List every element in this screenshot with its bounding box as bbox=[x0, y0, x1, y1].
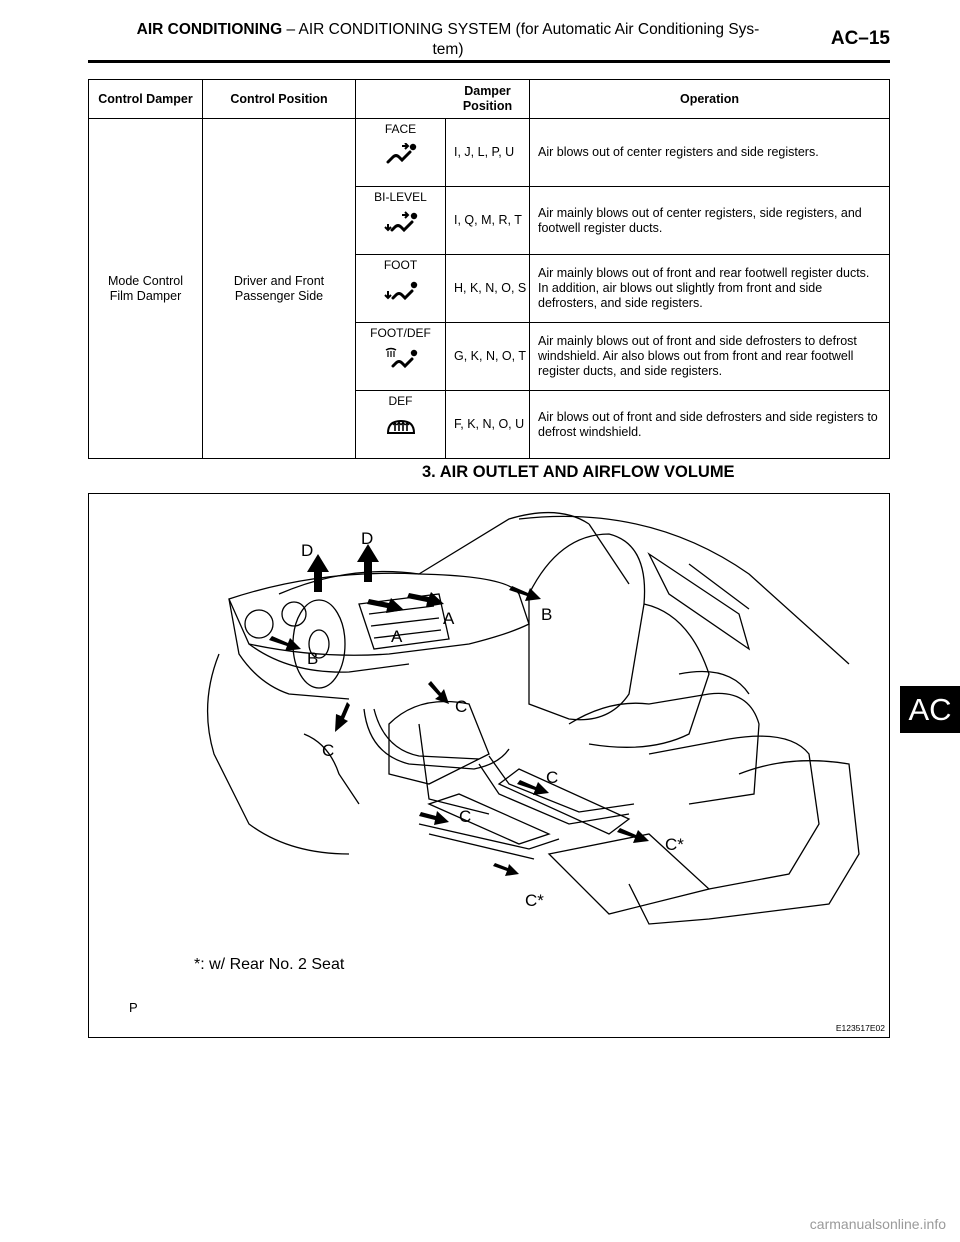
damper-mode-cell bbox=[356, 391, 446, 459]
airflow-figure bbox=[88, 493, 890, 1038]
label-a-upper: A bbox=[443, 609, 455, 628]
mode-label: FACE bbox=[384, 122, 417, 136]
section-title: 3. AIR OUTLET AND AIRFLOW VOLUME bbox=[422, 463, 735, 481]
col-header-control-damper: Control Damper bbox=[89, 80, 203, 119]
damper-position-cell: F, K, N, O, U bbox=[446, 391, 530, 459]
label-c-star-right: C* bbox=[665, 835, 684, 854]
section-tab: AC bbox=[900, 686, 960, 733]
mode-label: BI-LEVEL bbox=[374, 190, 427, 204]
damper-mode-cell bbox=[356, 323, 446, 391]
title-line2: tem) bbox=[432, 41, 464, 58]
watermark: carmanualsonline.info bbox=[809, 1216, 946, 1232]
face-mode-icon bbox=[384, 143, 418, 165]
defrost-mode-icon bbox=[384, 415, 418, 437]
label-b-left: B bbox=[307, 649, 319, 668]
operation-cell: Air blows out of center registers and side registers. bbox=[530, 119, 890, 187]
table-header-row bbox=[89, 80, 890, 119]
label-c-rear: C bbox=[546, 768, 559, 787]
label-c-left: C bbox=[322, 741, 335, 760]
label-a-lower: A bbox=[391, 627, 403, 646]
damper-table bbox=[88, 79, 890, 459]
operation-cell: Air blows out of front and side defrosters and side registers to defrost windshield. bbox=[530, 391, 890, 459]
figure-corner-letter: P bbox=[129, 1000, 138, 1015]
header-rule bbox=[88, 60, 890, 63]
label-c-floor: C bbox=[459, 807, 472, 826]
page-title bbox=[88, 20, 808, 60]
figure-code: E123517E02 bbox=[835, 1023, 885, 1033]
page-number: AC–15 bbox=[830, 28, 890, 49]
col-header-damper-position: Damper Position bbox=[356, 80, 530, 119]
damper-mode-cell bbox=[356, 119, 446, 187]
damper-position-cell: G, K, N, O, T bbox=[446, 323, 530, 391]
damper-position-cell: H, K, N, O, S bbox=[446, 255, 530, 323]
damper-mode-cell bbox=[356, 187, 446, 255]
damper-position-cell: I, Q, M, R, T bbox=[446, 187, 530, 255]
label-c-console: C bbox=[455, 697, 468, 716]
mode-label: FOOT/DEF bbox=[370, 326, 431, 340]
control-position-cell: Driver and Front Passenger Side bbox=[203, 119, 356, 459]
operation-cell: Air mainly blows out of center registers, side registers, and footwell register ducts. bbox=[530, 187, 890, 255]
bi-level-mode-icon bbox=[384, 211, 418, 233]
label-b-right: B bbox=[541, 605, 553, 624]
table-row bbox=[89, 119, 890, 187]
damper-mode-cell bbox=[356, 255, 446, 323]
label-c-star-bottom: C* bbox=[525, 891, 544, 910]
mode-label: DEF bbox=[388, 394, 413, 408]
figure-note: *: w/ Rear No. 2 Seat bbox=[194, 956, 345, 973]
control-damper-cell: Mode Control Film Damper bbox=[89, 119, 203, 459]
label-d-left: D bbox=[301, 541, 314, 560]
operation-cell: Air mainly blows out of front and side defrosters to defrost windshield. Air also blows out from front and rear footwell register ducts, and side registers. bbox=[530, 323, 890, 391]
title-bold: AIR CONDITIONING bbox=[136, 21, 283, 38]
damper-position-cell: I, J, L, P, U bbox=[446, 119, 530, 187]
mode-label: FOOT bbox=[383, 258, 418, 272]
foot-def-mode-icon bbox=[384, 347, 418, 369]
foot-mode-icon bbox=[384, 279, 418, 301]
label-d-right: D bbox=[361, 529, 374, 548]
title-line1: – AIR CONDITIONING SYSTEM (for Automatic Air Conditioning Sys- bbox=[282, 21, 760, 38]
page-header bbox=[88, 18, 890, 58]
col-header-control-position: Control Position bbox=[203, 80, 356, 119]
operation-cell: Air mainly blows out of front and rear footwell register ducts. In addition, air blows out slightly from front and side defrosters, and side registers. bbox=[530, 255, 890, 323]
col-header-operation: Operation bbox=[530, 80, 890, 119]
